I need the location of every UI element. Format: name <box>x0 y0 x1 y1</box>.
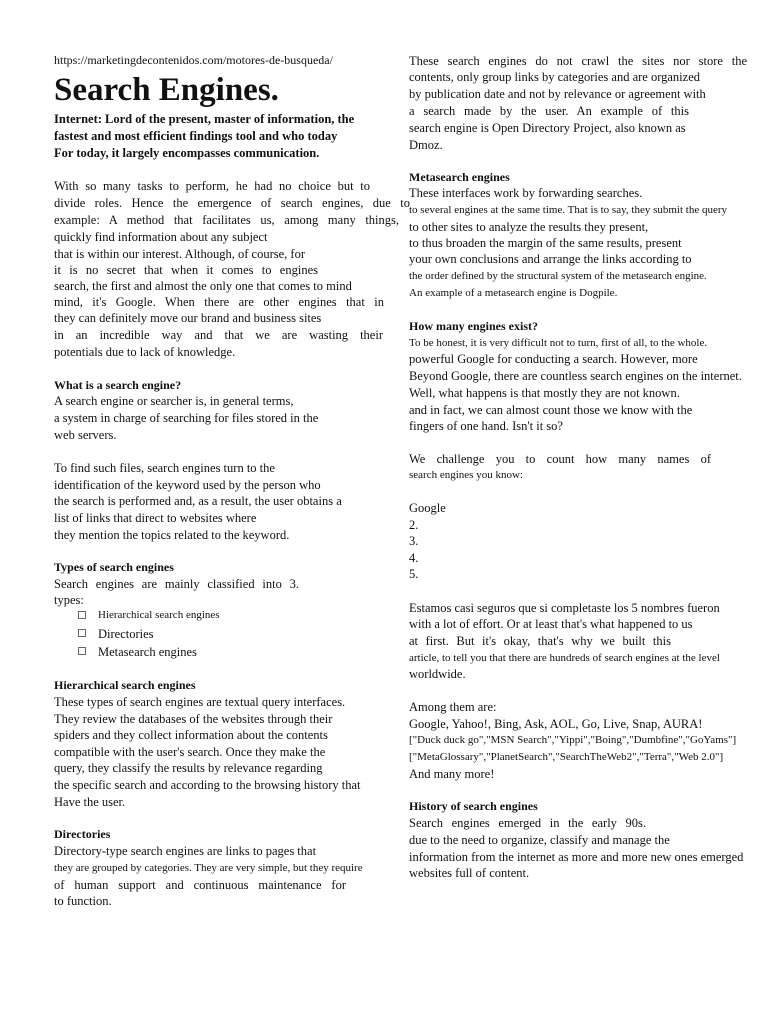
section-heading: Types of search engines <box>54 560 174 574</box>
paragraph-line: search, the first and almost the only one that comes to mind <box>54 279 352 293</box>
paragraph-line: Have the user. <box>54 795 126 809</box>
paragraph-line: it is no secret that when it comes to engines <box>54 263 318 277</box>
paragraph-line: And many more! <box>409 767 495 781</box>
paragraph-line: With so many tasks to perform, he had no choice but to <box>54 179 370 193</box>
paragraph-line: they are grouped by categories. They are very simple, but they require <box>54 862 363 874</box>
paragraph-line: they mention the topics related to the keyword. <box>54 528 290 542</box>
paragraph-line: list of links that direct to websites where <box>54 511 257 525</box>
intro-line: Internet: Lord of the present, master of information, the <box>54 112 355 126</box>
paragraph-line: These search engines do not crawl the sites nor store the <box>409 54 747 68</box>
page-title: Search Engines. <box>54 72 279 108</box>
paragraph-line: Beyond Google, there are countless search engines on the internet. <box>409 369 742 383</box>
paragraph-line: search engine is Open Directory Project, also known as <box>409 121 686 135</box>
paragraph-line: they can definitely move our brand and business sites <box>54 311 322 325</box>
paragraph-line: Estamos casi seguros que si completaste los 5 nombres fueron <box>409 601 720 615</box>
intro-line: For today, it largely encompasses communication. <box>54 146 320 160</box>
paragraph-line: compatible with the user's search. Once they make the <box>54 745 326 759</box>
bullet-box-icon <box>78 611 86 619</box>
paragraph-line: query, they classify the results by relevance regarding <box>54 761 323 775</box>
paragraph-line: These types of search engines are textual query interfaces. <box>54 695 346 709</box>
paragraph-line: Among them are: <box>409 700 497 714</box>
paragraph-line: An example of a metasearch engine is Dogpile. <box>409 287 618 299</box>
paragraph-line: with a lot of effort. Or at least that's what happened to us <box>409 617 693 631</box>
paragraph-line: divide roles. Hence the emergence of search engines, due to <box>54 196 410 210</box>
paragraph-line: identification of the keyword used by the person who <box>54 478 321 492</box>
paragraph-line: spiders and they collect information about the contents <box>54 728 328 742</box>
paragraph-line: ["MetaGlossary","PlanetSearch","SearchTheWeb2","Terra","Web 2.0"] <box>409 751 724 763</box>
paragraph-line: potentials due to lack of knowledge. <box>54 345 236 359</box>
paragraph-line: Search engines are mainly classified into 3. <box>54 577 299 591</box>
source-url[interactable]: https://marketingdecontenidos.com/motores-de-busqueda/ <box>54 53 333 67</box>
paragraph-line: types: <box>54 593 84 607</box>
paragraph-line: powerful Google for conducting a search. However, more <box>409 352 698 366</box>
paragraph-line: These interfaces work by forwarding searches. <box>409 186 643 200</box>
paragraph-line: that is within our interest. Although, of course, for <box>54 247 306 261</box>
paragraph-line: Well, what happens is that mostly they are not known. <box>409 386 680 400</box>
paragraph-line: in an incredible way and that we are wasting their <box>54 328 383 342</box>
paragraph-line: and in fact, we can almost count those we know with the <box>409 403 693 417</box>
section-heading: Metasearch engines <box>409 170 510 184</box>
section-heading: History of search engines <box>409 799 538 813</box>
paragraph-line: They review the databases of the websites through their <box>54 712 333 726</box>
paragraph-line: to function. <box>54 894 112 908</box>
paragraph-line: Search engines emerged in the early 90s. <box>409 816 646 830</box>
paragraph-line: contents, only group links by categories and are organized <box>409 70 701 84</box>
paragraph-line: To find such files, search engines turn to the <box>54 461 275 475</box>
paragraph-line: the specific search and according to the browsing history that <box>54 778 361 792</box>
paragraph-line: article, to tell you that there are hundreds of search engines at the level <box>409 652 720 664</box>
paragraph-line: to other sites to analyze the results they present, <box>409 220 649 234</box>
list-item: 2. <box>409 518 419 532</box>
list-item: Hierarchical search engines <box>98 609 220 621</box>
list-item: Directories <box>98 627 154 641</box>
section-heading: What is a search engine? <box>54 378 182 392</box>
paragraph-line: web servers. <box>54 428 117 442</box>
paragraph-line: Dmoz. <box>409 138 443 152</box>
list-item: 3. <box>409 534 419 548</box>
paragraph-line: at first. But it's okay, that's why we built this <box>409 634 671 648</box>
paragraph-line: To be honest, it is very difficult not to turn, first of all, to the whole. <box>409 337 708 349</box>
section-heading: Directories <box>54 827 111 841</box>
paragraph-line: search engines you know: <box>409 469 523 481</box>
paragraph-line: information from the internet as more and more new ones emerged <box>409 850 744 864</box>
paragraph-line: Google, Yahoo!, Bing, Ask, AOL, Go, Live, Snap, AURA! <box>409 717 703 731</box>
bullet-box-icon <box>78 647 86 655</box>
paragraph-line: a search made by the user. An example of this <box>409 104 689 118</box>
paragraph-line: by publication date and not by relevance or agreement with <box>409 87 706 101</box>
paragraph-line: the order defined by the structural system of the metasearch engine. <box>409 270 707 282</box>
section-heading: Hierarchical search engines <box>54 678 196 692</box>
paragraph-line: quickly find information about any subject <box>54 230 268 244</box>
paragraph-line: a system in charge of searching for files stored in the <box>54 411 319 425</box>
intro-line: fastest and most efficient findings tool and who today <box>54 129 338 143</box>
list-item: Metasearch engines <box>98 645 197 659</box>
list-item: 4. <box>409 551 419 565</box>
paragraph-line: to thus broaden the margin of the same results, present <box>409 236 682 250</box>
paragraph-line: websites full of content. <box>409 866 530 880</box>
paragraph-line: to several engines at the same time. That is to say, they submit the query <box>409 204 728 216</box>
bullet-box-icon <box>78 629 86 637</box>
paragraph-line: example: A method that facilitates us, among many things, <box>54 213 399 227</box>
list-item: Google <box>409 501 446 515</box>
paragraph-line: of human support and continuous maintenance for <box>54 878 346 892</box>
paragraph-line: A search engine or searcher is, in general terms, <box>54 394 294 408</box>
list-item: 5. <box>409 567 419 581</box>
paragraph-line: Directory-type search engines are links to pages that <box>54 844 317 858</box>
section-heading: How many engines exist? <box>409 319 538 333</box>
paragraph-line: your own conclusions and arrange the links according to <box>409 252 692 266</box>
paragraph-line: We challenge you to count how many names of <box>409 452 711 466</box>
paragraph-line: fingers of one hand. Isn't it so? <box>409 419 563 433</box>
paragraph-line: worldwide. <box>409 667 466 681</box>
paragraph-line: ["Duck duck go","MSN Search","Yippi","Boing","Dumbfine","GoYams"] <box>409 734 737 746</box>
paragraph-line: the search is performed and, as a result, the user obtains a <box>54 494 342 508</box>
paragraph-line: due to the need to organize, classify and manage the <box>409 833 670 847</box>
paragraph-line: mind, it's Google. When there are other engines that in <box>54 295 384 309</box>
